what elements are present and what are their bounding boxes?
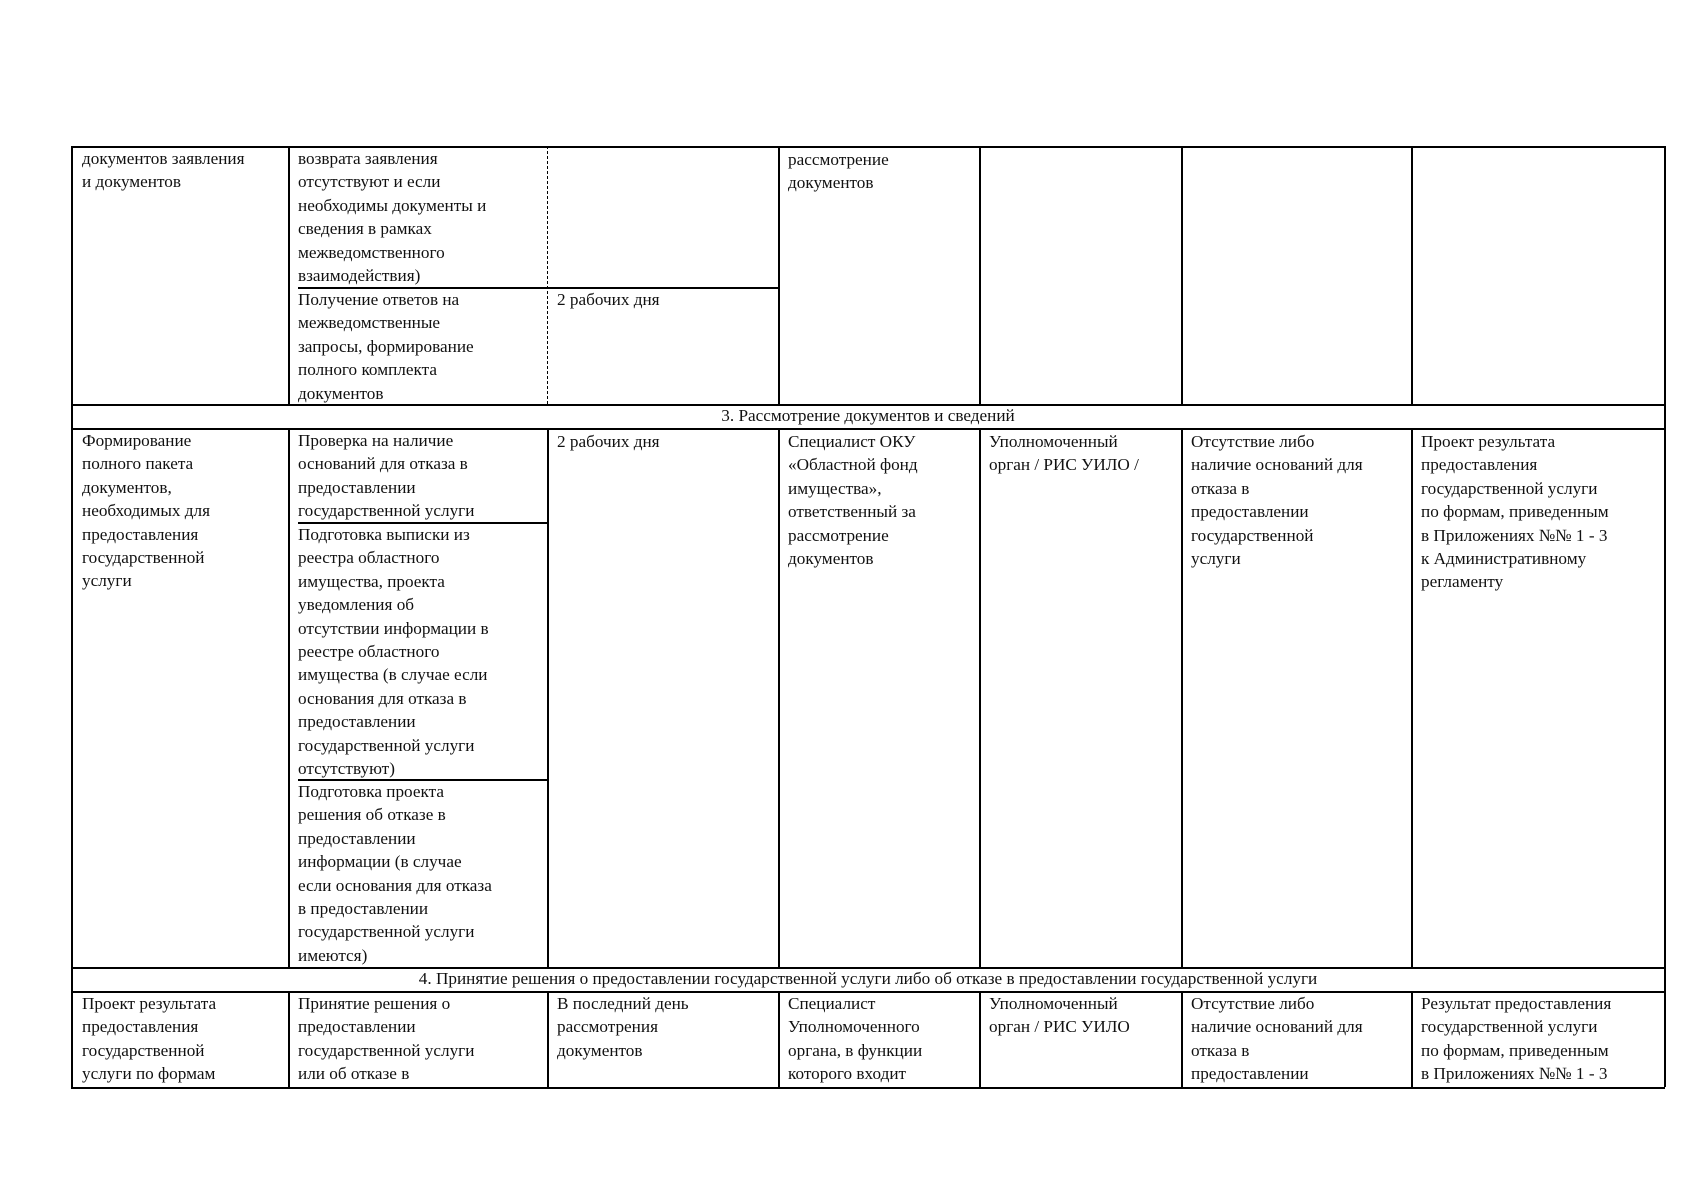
text-line: государственной [1191,525,1314,545]
text-line: в Приложениях №№ 1 - 3 [1421,1064,1608,1084]
text-line: Принятие решения о [298,994,451,1013]
text-line: Результат предоставления [1421,994,1612,1013]
text-line: реестра областного [298,548,440,568]
column-divider [979,428,981,967]
text-line: основания для отказа в [298,688,467,708]
column-divider [547,991,549,1087]
text-line: если основания для отказа [298,875,492,895]
text-line: 2 рабочих дня [557,290,660,309]
column-divider [778,428,780,967]
text-line: необходимых для [82,501,211,521]
column-divider [778,146,780,404]
cont-col2a-cell [298,147,486,287]
column-divider [1411,428,1413,967]
column-divider [288,428,290,967]
sec4-col1-cell [82,992,216,1086]
text-line: государственной услуги [1421,478,1598,498]
text-line: которого входит [788,1064,907,1084]
column-divider [979,991,981,1087]
sec3-col2c-cell [298,780,492,967]
text-line: государственной услуги [298,735,475,755]
text-line: предоставлении [298,477,416,497]
cont-col4-cell [788,148,889,195]
text-line: услуги [82,571,132,591]
sec4-col6-cell [1191,992,1363,1086]
cont-col1-cell [82,147,245,194]
text-line: необходимы документы и [298,195,487,215]
text-line: рассмотрения [557,1017,658,1037]
text-line: 2 рабочих дня [557,432,660,451]
text-line: Проверка на наличие [298,431,454,450]
text-line: Подготовка выписки из [298,525,470,544]
text-line: орган / РИС УИЛО [989,1017,1130,1037]
column-divider [547,428,549,967]
text-line: Подготовка проекта [298,782,444,801]
text-line: в предоставлении [298,899,429,919]
text-line: Уполномоченного [788,1017,920,1037]
cont-col2b-cell [298,288,474,405]
text-line: отсутствуют и если [298,172,441,192]
column-divider [71,428,73,967]
text-line: отказа в [1191,1040,1250,1060]
sec3-col6-cell [1191,430,1363,570]
text-line: Формирование [82,431,192,450]
text-line: реестре областного [298,642,440,662]
sec3-col2b-cell [298,523,489,780]
text-line: государственной услуги [298,922,475,942]
text-line: имущества (в случае если [298,665,488,685]
text-line: отсутствуют) [298,759,395,779]
sec4-col3-cell [557,992,689,1062]
text-line: предоставлении [298,712,416,732]
column-divider [288,146,290,404]
text-line: документов заявления [82,149,245,168]
sec4-col4-cell [788,992,922,1086]
column-divider [547,146,548,404]
text-line: регламенту [1421,572,1504,592]
text-line: взаимодействия) [298,266,421,286]
column-divider [71,991,73,1087]
column-divider [979,146,981,404]
column-divider [1181,428,1183,967]
column-divider [778,991,780,1087]
column-divider [288,991,290,1087]
text-line: документов, [82,477,172,497]
text-line: органа, в функции [788,1040,923,1060]
column-divider [1664,146,1666,404]
text-line: документов [788,549,874,569]
text-line: государственной услуги [1421,1017,1598,1037]
text-line: предоставлении [298,828,416,848]
text-line: документов [298,383,384,403]
sec3-col1-cell [82,429,210,593]
text-line: государственной [82,1040,205,1060]
sec4-col5-cell [989,992,1130,1039]
sec3-col2a-cell [298,429,474,523]
text-line: услуги [1191,549,1241,569]
section-3-title: 3. Рассмотрение документов и сведений [721,406,1015,425]
text-line: документов [557,1040,643,1060]
text-line: наличие оснований для [1191,1017,1363,1037]
text-line: информации (в случае [298,852,462,872]
text-line: документов [788,173,874,193]
text-line: имеются) [298,945,368,965]
text-line: возврата заявления [298,149,438,168]
text-line: «Областной фонд [788,455,918,475]
sec3-col3-cell [557,430,660,453]
text-line: полного комплекта [298,360,437,380]
text-line: отсутствии информации в [298,618,489,638]
text-line: уведомления об [298,595,415,615]
text-line: Получение ответов на [298,290,460,309]
text-line: имущества», [788,478,882,498]
text-line: к Административному [1421,549,1587,569]
text-line: оснований для отказа в [298,454,468,474]
text-line: сведения в рамках [298,219,432,239]
text-line: орган / РИС УИЛО / [989,455,1139,475]
column-divider [71,146,73,404]
text-line: или об отказе в [298,1064,410,1084]
text-line: государственной услуги [298,1040,475,1060]
text-line: полного пакета [82,454,194,474]
sec3-col7-cell [1421,430,1609,594]
column-divider [1181,146,1183,404]
sec3-col4-cell [788,430,918,570]
column-divider [1664,428,1666,967]
text-line: Проект результата [82,994,217,1013]
text-line: предоставлении [1191,502,1309,522]
text-line: предоставлении [298,1017,416,1037]
column-divider [1181,991,1183,1087]
text-line: услуги по формам [82,1064,216,1084]
text-line: запросы, формирование [298,336,474,356]
column-divider [1664,991,1666,1087]
section-4-title: 4. Принятие решения о предоставлении государственной услуги либо об отказе в предоставлении государственной услуги [418,969,1318,988]
text-line: отказа в [1191,478,1250,498]
sec4-col2-cell [298,992,474,1086]
text-line: межведомственного [298,242,445,262]
text-line: Специалист ОКУ [788,432,916,451]
text-line: государственной услуги [298,501,475,521]
text-line: Уполномоченный [989,432,1118,451]
text-line: предоставления [1421,455,1538,475]
text-line: решения об отказе в [298,805,446,825]
text-line: по формам, приведенным [1421,502,1609,522]
text-line: предоставления [82,1017,199,1037]
text-line: Уполномоченный [989,994,1118,1013]
text-line: Специалист [788,994,876,1013]
text-line: государственной [82,548,205,568]
text-line: межведомственные [298,313,441,333]
text-line: рассмотрение [788,150,889,169]
column-divider [1411,991,1413,1087]
column-divider [1411,146,1413,404]
text-line: В последний день [557,994,689,1013]
text-line: по формам, приведенным [1421,1040,1609,1060]
text-line: предоставлении [1191,1064,1309,1084]
text-line: Отсутствие либо [1191,994,1315,1013]
text-line: Проект результата [1421,432,1556,451]
table-bottom-border [71,1087,1665,1089]
text-line: имущества, проекта [298,571,445,591]
sec3-col5-cell [989,430,1139,477]
text-line: рассмотрение [788,525,889,545]
text-line: предоставления [82,524,199,544]
text-line: и документов [82,172,182,192]
sec4-col7-cell [1421,992,1611,1086]
text-line: ответственный за [788,502,916,522]
cont-col3b-cell [557,288,660,311]
text-line: наличие оснований для [1191,455,1363,475]
text-line: в Приложениях №№ 1 - 3 [1421,525,1608,545]
text-line: Отсутствие либо [1191,432,1315,451]
